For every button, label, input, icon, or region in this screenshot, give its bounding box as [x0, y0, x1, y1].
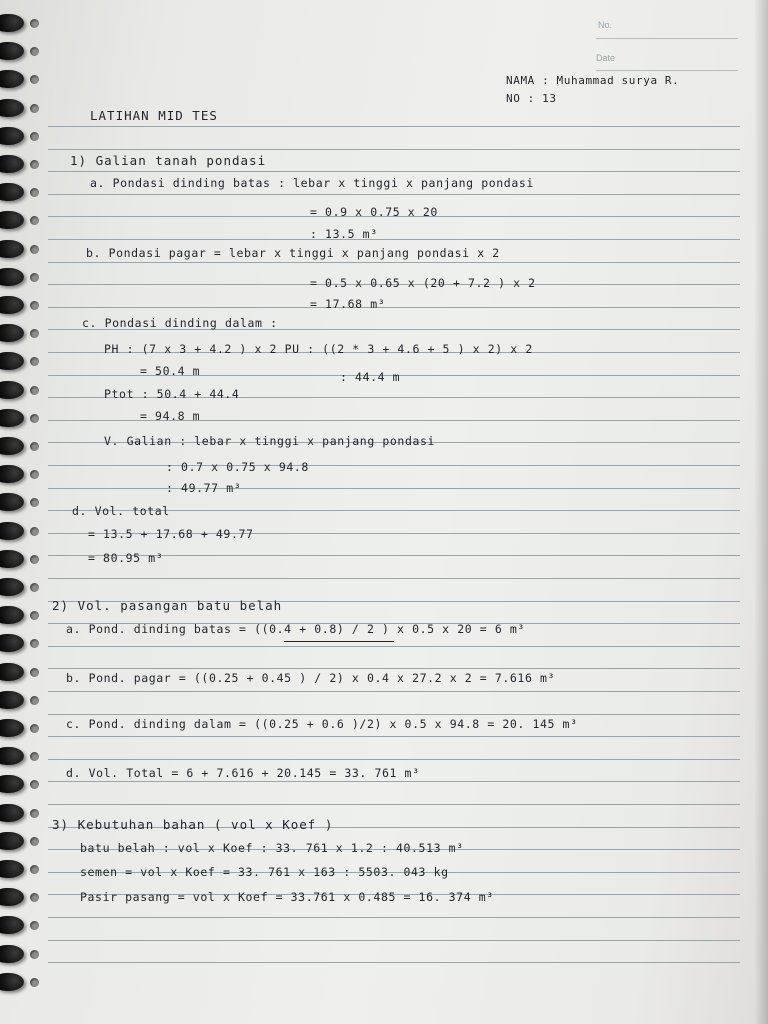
binding-ring [0, 719, 24, 737]
binding-ring [0, 945, 24, 963]
binding-hole [30, 639, 39, 648]
binding-hole [30, 978, 39, 987]
binding-hole [30, 216, 39, 225]
student-name: NAMA : Muhammad surya R. [506, 74, 680, 87]
line-3-batu-belah: batu belah : vol x Koef : 33. 761 x 1.2 : 40.513 m³ [80, 841, 464, 855]
binding-hole [30, 273, 39, 282]
binding-hole [30, 837, 39, 846]
line-1c-ph-pu: PH : (7 x 3 + 4.2 ) x 2 PU : ((2 * 3 + 4.6 + 5 ) x 2) x 2 [104, 342, 533, 356]
binding-hole [30, 555, 39, 564]
date-field-label: Date [596, 53, 616, 63]
line-1c-volume-formula: V. Galian : lebar x tinggi x panjang pondasi [104, 434, 436, 448]
binding-ring [0, 832, 24, 850]
no-field-label: No. [598, 20, 613, 30]
ruled-line [48, 126, 740, 127]
ruled-line [48, 668, 740, 669]
binding-ring [0, 493, 24, 511]
binding-ring [0, 860, 24, 878]
binding-hole [30, 301, 39, 310]
page-title: LATIHAN MID TES [90, 108, 218, 123]
binding-ring [0, 42, 24, 60]
line-2b: b. Pond. pagar = ((0.25 + 0.45 ) / 2) x 0.4 x 27.2 x 2 = 7.616 m³ [66, 671, 556, 685]
formula-underline [284, 641, 394, 642]
binding-ring [0, 973, 24, 991]
student-number: NO : 13 [506, 92, 557, 105]
ruled-line [48, 917, 740, 918]
ruled-line [48, 691, 740, 692]
binding-hole [30, 414, 39, 423]
binding-ring [0, 352, 24, 370]
binding-hole [30, 498, 39, 507]
ruled-line [48, 736, 740, 737]
binding-hole [30, 780, 39, 789]
binding-hole [30, 724, 39, 733]
binding-hole [30, 893, 39, 902]
binding-ring [0, 437, 24, 455]
binding-hole [30, 357, 39, 366]
binding-hole [30, 809, 39, 818]
line-1d-heading: d. Vol. total [72, 504, 170, 518]
binding-hole [30, 160, 39, 169]
binding-hole [30, 75, 39, 84]
binding-hole [30, 921, 39, 930]
ruled-line [48, 488, 740, 489]
line-2a: a. Pond. dinding batas = ((0.4 + 0.8) / 2 ) x 0.5 x 20 = 6 m³ [66, 622, 525, 636]
binding-hole [30, 470, 39, 479]
binding-ring [0, 606, 24, 624]
ruled-line [48, 149, 740, 150]
binding-ring [0, 663, 24, 681]
binding-ring [0, 522, 24, 540]
binding-ring [0, 634, 24, 652]
line-2d: d. Vol. Total = 6 + 7.616 + 20.145 = 33. 761 m³ [66, 766, 420, 780]
binding-ring [0, 183, 24, 201]
line-1a-formula: a. Pondasi dinding batas : lebar x tinggi x panjang pondasi [90, 176, 534, 190]
ruled-line [48, 194, 740, 195]
binding-hole [30, 442, 39, 451]
binding-hole [30, 527, 39, 536]
line-1a-values: = 0.9 x 0.75 x 20 [310, 205, 438, 219]
line-1b-values: = 0.5 x 0.65 x (20 + 7.2 ) x 2 [310, 276, 536, 290]
line-1d-sum: = 13.5 + 17.68 + 49.77 [88, 527, 254, 541]
line-1c-ptot: Ptot : 50.4 + 44.4 [104, 387, 240, 401]
date-field-line [596, 70, 738, 71]
binding-ring [0, 99, 24, 117]
section-3-heading: 3) Kebutuhan bahan ( vol x Koef ) [52, 817, 334, 832]
binding-ring [0, 775, 24, 793]
binding-hole [30, 188, 39, 197]
ruled-line [48, 646, 740, 647]
binding-hole [30, 865, 39, 874]
binding-hole [30, 386, 39, 395]
binding-ring [0, 804, 24, 822]
binding-hole [30, 19, 39, 28]
binding-hole [30, 245, 39, 254]
binding-hole [30, 132, 39, 141]
binding-ring [0, 296, 24, 314]
line-3-semen: semen = vol x Koef = 33. 761 x 163 : 5503. 043 kg [80, 865, 449, 879]
line-1c-heading: c. Pondasi dinding dalam : [82, 316, 278, 330]
binding-hole [30, 583, 39, 592]
line-1b-formula: b. Pondasi pagar = lebar x tinggi x panjang pondasi x 2 [86, 246, 500, 260]
ruled-line [48, 262, 740, 263]
ruled-line [48, 962, 740, 963]
line-1c-pu-result: : 44.4 m [340, 370, 401, 384]
binding-ring [0, 409, 24, 427]
ruled-line [48, 804, 740, 805]
ruled-line [48, 940, 740, 941]
binding-ring [0, 747, 24, 765]
binding-ring [0, 578, 24, 596]
binding-hole [30, 950, 39, 959]
binding-ring [0, 127, 24, 145]
ruled-line [48, 239, 740, 240]
binding-ring [0, 324, 24, 342]
binding-ring [0, 691, 24, 709]
ruled-line [48, 578, 740, 579]
binding-hole [30, 611, 39, 620]
line-1b-result: = 17.68 m³ [310, 297, 386, 311]
ruled-line [48, 307, 740, 308]
no-field-line [596, 38, 738, 39]
binding-hole [30, 104, 39, 113]
binding-hole [30, 696, 39, 705]
binding-hole [30, 752, 39, 761]
binding-ring [0, 465, 24, 483]
binding-hole [30, 329, 39, 338]
line-1a-result: : 13.5 m³ [310, 227, 378, 241]
binding-hole [30, 47, 39, 56]
binding-ring [0, 240, 24, 258]
binding-ring [0, 381, 24, 399]
binding-ring [0, 155, 24, 173]
ruled-line [48, 171, 740, 172]
line-3-pasir-pasang: Pasir pasang = vol x Koef = 33.761 x 0.485 = 16. 374 m³ [80, 890, 494, 904]
binding-ring [0, 550, 24, 568]
section-2-heading: 2) Vol. pasangan batu belah [52, 598, 283, 613]
line-1d-result: = 80.95 m³ [88, 551, 164, 565]
binding-ring [0, 211, 24, 229]
line-1c-volume-values: : 0.7 x 0.75 x 94.8 [166, 460, 309, 474]
ruled-line [48, 759, 740, 760]
binding-ring [0, 70, 24, 88]
binding-ring [0, 916, 24, 934]
ruled-line [48, 781, 740, 782]
section-1-heading: 1) Galian tanah pondasi [70, 153, 267, 168]
line-2c: c. Pond. dinding dalam = ((0.25 + 0.6 )/2) x 0.5 x 94.8 = 20. 145 m³ [66, 717, 578, 731]
ruled-line [48, 714, 740, 715]
binding-ring [0, 14, 24, 32]
ruled-line [48, 465, 740, 466]
binding-ring [0, 268, 24, 286]
binding-hole [30, 668, 39, 677]
line-1c-volume-result: : 49.77 m³ [166, 481, 242, 495]
binding-ring [0, 888, 24, 906]
line-1c-ptot-result: = 94.8 m [140, 409, 201, 423]
line-1c-ph-result: = 50.4 m [140, 364, 201, 378]
